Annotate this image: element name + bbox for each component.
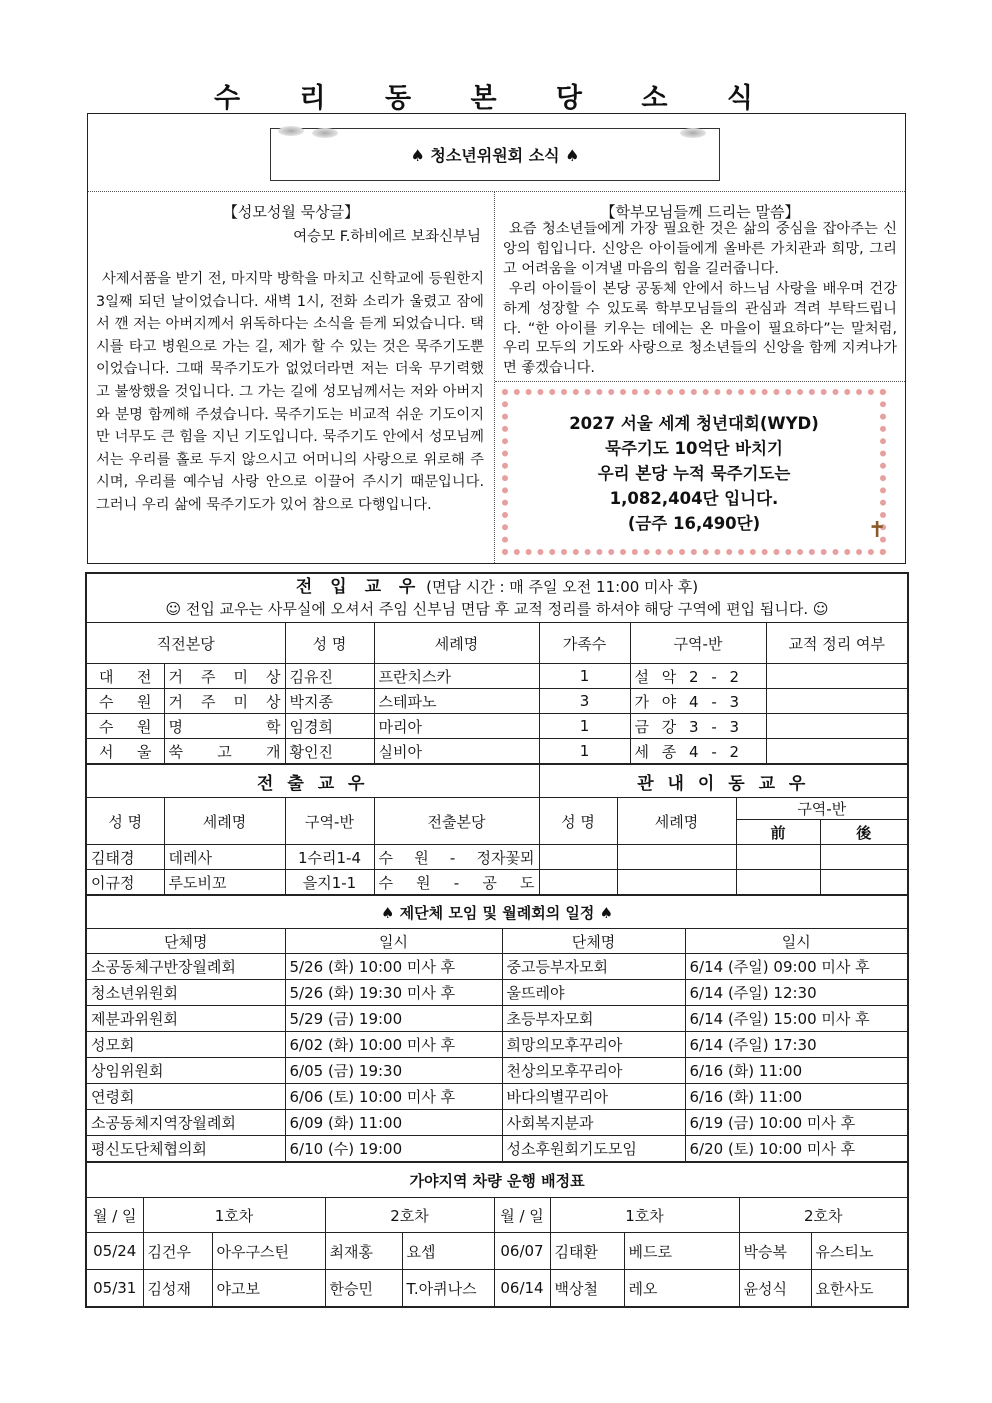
cell: T.아퀴나스 [402, 1270, 494, 1307]
cell: 세 종 4 - 2 [630, 739, 766, 764]
schedule-table [87, 895, 907, 1162]
youth-news-header-text: ♠ 청소년위원회 소식 ♠ [410, 146, 580, 165]
parish-tables [85, 572, 909, 1308]
table-row [87, 739, 907, 764]
wyd-line-5: (금주 16,490단) [627, 514, 761, 533]
cell: 김태환 [550, 1233, 624, 1270]
col-header: 구역-반 [285, 798, 374, 845]
cell: 아우구스틴 [212, 1233, 325, 1270]
cell: 거 주 미 상 [164, 689, 285, 714]
divider [495, 381, 905, 382]
cell: 성모회 [87, 1032, 285, 1058]
cell: 연령회 [87, 1084, 285, 1110]
cell: 명 학 [164, 714, 285, 739]
cell: 5/26 (화) 10:00 미사 후 [285, 954, 502, 980]
table-row [87, 1032, 907, 1058]
decor-blob-icon [312, 128, 338, 138]
col-header: 2호차 [325, 1198, 494, 1233]
wyd-line-3: 우리 본당 누적 묵주기도는 [597, 464, 791, 483]
parents-text-1: 요즘 청소년들에게 가장 필요한 것은 삶의 중심을 잡아주는 신앙의 힘입니다. 신앙은 아이들에게 올바른 가치관과 희망, 그리고 어려움을 이겨낼 마음의 힘을 길러줍니다. [503, 221, 897, 277]
cell: 6/14 (주일) 09:00 미사 후 [685, 954, 907, 980]
cell: 05/24 [87, 1233, 143, 1270]
cell: 제분과위원회 [87, 1006, 285, 1032]
col-header: 월 / 일 [494, 1198, 550, 1233]
cell: 수 원 - 정자꽃뫼 [374, 845, 539, 870]
col-header: 일시 [685, 929, 907, 954]
cell: 소공동체구반장월례회 [87, 954, 285, 980]
decor-blob-icon [278, 126, 304, 136]
cell [736, 845, 820, 870]
col-header: 일시 [285, 929, 502, 954]
cell: 윤성식 [739, 1270, 811, 1307]
col-header: 세례명 [374, 623, 539, 664]
col-header: 1호차 [143, 1198, 325, 1233]
cell [766, 714, 907, 739]
cell: 중고등부자모회 [502, 954, 685, 980]
cell: 사회복지분과 [502, 1110, 685, 1136]
cell: 박지종 [285, 689, 374, 714]
cell: 베드로 [624, 1233, 739, 1270]
col-header: 성 명 [87, 798, 164, 845]
cell: 6/02 (화) 10:00 미사 후 [285, 1032, 502, 1058]
cell [539, 870, 617, 895]
wyd-line-1: 2027 서울 세계 청년대회(WYD) [569, 414, 819, 433]
transfer-out-table [87, 764, 907, 895]
cell: 6/19 (금) 10:00 미사 후 [685, 1110, 907, 1136]
meditation-author: 여승모 F.하비에르 보좌신부님 [293, 229, 481, 245]
cell: 6/09 (화) 11:00 [285, 1110, 502, 1136]
table-row [87, 1136, 907, 1162]
cell: 상임위원회 [87, 1058, 285, 1084]
cell: 쑥 고 개 [164, 739, 285, 764]
col-header: 가족수 [539, 623, 630, 664]
transfer-in-title: 전 입 교 우 [295, 577, 422, 597]
cell: 초등부자모회 [502, 1006, 685, 1032]
cell [766, 664, 907, 689]
crucifix-icon: ✝ [868, 518, 887, 543]
col-header: 前 [736, 820, 820, 845]
col-header: 세례명 [617, 798, 736, 845]
cell: 박승복 [739, 1233, 811, 1270]
cell: 김태경 [87, 845, 164, 870]
cell: 성소후원회기도모임 [502, 1136, 685, 1162]
cell: 최재홍 [325, 1233, 402, 1270]
cell: 5/29 (금) 19:00 [285, 1006, 502, 1032]
cell: 바다의별꾸리아 [502, 1084, 685, 1110]
cell: 데레사 [164, 845, 285, 870]
cell: 김건우 [143, 1233, 212, 1270]
col-header: 월 / 일 [87, 1198, 143, 1233]
table-row [87, 1084, 907, 1110]
cell: 수 원 - 공 도 [374, 870, 539, 895]
transfer-out-title: 전 출 교 우 [87, 765, 539, 798]
cell: 6/10 (수) 19:00 [285, 1136, 502, 1162]
cell: 천상의모후꾸리아 [502, 1058, 685, 1084]
cell: 06/07 [494, 1233, 550, 1270]
cell: 6/20 (토) 10:00 미사 후 [685, 1136, 907, 1162]
cell: 울뜨레야 [502, 980, 685, 1006]
table-row [87, 664, 907, 689]
cell: 6/14 (주일) 15:00 미사 후 [685, 1006, 907, 1032]
col-header: 1호차 [550, 1198, 739, 1233]
cell: 1 [539, 714, 630, 739]
table-row [87, 954, 907, 980]
cell: 평신도단체협의회 [87, 1136, 285, 1162]
cell: 5/26 (화) 19:30 미사 후 [285, 980, 502, 1006]
cell: 06/14 [494, 1270, 550, 1307]
cell: 서 울 [87, 739, 164, 764]
cell: 청소년위원회 [87, 980, 285, 1006]
col-header: 단체명 [502, 929, 685, 954]
cell [820, 870, 907, 895]
cell: 6/16 (화) 11:00 [685, 1084, 907, 1110]
transfer-in-notice: ☺ 전입 교우는 사무실에 오셔서 주임 신부님 면담 후 교적 정리를 하셔야 해당 구역에 편입 됩니다. ☺ [165, 600, 829, 618]
cell: 소공동체지역장월례회 [87, 1110, 285, 1136]
table-row [87, 845, 907, 870]
wyd-line-2: 묵주기도 10억단 바치기 [605, 439, 783, 458]
col-header: 성 명 [285, 623, 374, 664]
cell: 6/16 (화) 11:00 [685, 1058, 907, 1084]
cell: 프란치스카 [374, 664, 539, 689]
cell: 1 [539, 739, 630, 764]
cell: 금 강 3 - 3 [630, 714, 766, 739]
col-header: 2호차 [739, 1198, 907, 1233]
divider [88, 191, 905, 192]
cell: 김성재 [143, 1270, 212, 1307]
vehicle-title: 가야지역 차량 운행 배정표 [87, 1163, 907, 1198]
cell: 거 주 미 상 [164, 664, 285, 689]
transfer-in-table [87, 574, 907, 764]
col-header: 전출본당 [374, 798, 539, 845]
cell [766, 689, 907, 714]
cell: 1수리1-4 [285, 845, 374, 870]
table-row [87, 714, 907, 739]
parents-title: 【학부모님들께 드리는 말씀】 [600, 203, 800, 221]
cell: 황인진 [285, 739, 374, 764]
divider [494, 192, 495, 563]
cell: 루도비꼬 [164, 870, 285, 895]
cell: 05/31 [87, 1270, 143, 1307]
cell: 을지1-1 [285, 870, 374, 895]
cell: 수 원 [87, 689, 164, 714]
meditation-title: 【성모성월 묵상글】 [222, 203, 360, 221]
cell: 이규정 [87, 870, 164, 895]
cell: 3 [539, 689, 630, 714]
cell: 6/14 (주일) 17:30 [685, 1032, 907, 1058]
table-row [87, 870, 907, 895]
wyd-line-4: 1,082,404단 입니다. [609, 489, 779, 508]
cell [736, 870, 820, 895]
parents-text-2: 우리 아이들이 본당 공동체 안에서 하느님 사랑을 배우며 건강하게 성장할 수 있도록 학부모님들의 관심과 격려 부탁드립니다. “한 아이를 키우는 데에는 온 마을이 필요하다”는 말처럼, 우리 모두의 기도와 사랑으로 청소년들의 신앙을 함께 지켜나가면 좋겠습니다. [503, 281, 897, 377]
cell: 설 악 2 - 2 [630, 664, 766, 689]
col-header: 後 [820, 820, 907, 845]
cell: 수 원 [87, 714, 164, 739]
cell: 희망의모후꾸리아 [502, 1032, 685, 1058]
table-row [87, 1270, 907, 1307]
col-header: 세례명 [164, 798, 285, 845]
cell: 6/05 (금) 19:30 [285, 1058, 502, 1084]
cell: 마리아 [374, 714, 539, 739]
table-row [87, 980, 907, 1006]
cell: 한승민 [325, 1270, 402, 1307]
table-row [87, 1058, 907, 1084]
cell [617, 870, 736, 895]
cell: 스테파노 [374, 689, 539, 714]
page-title: 수 리 동 본 당 소 식 [214, 83, 778, 114]
col-header: 교적 정리 여부 [766, 623, 907, 664]
cell: 대 전 [87, 664, 164, 689]
wyd-rosary-box [502, 389, 886, 555]
col-header: 구역-반 [630, 623, 766, 664]
cell: 6/14 (주일) 12:30 [685, 980, 907, 1006]
cell: 가 야 4 - 3 [630, 689, 766, 714]
cell [539, 845, 617, 870]
cell: 유스티노 [811, 1233, 907, 1270]
cell: 1 [539, 664, 630, 689]
cell: 요한사도 [811, 1270, 907, 1307]
meditation-text: 사제서품을 받기 전, 마지막 방학을 마치고 신학교에 등원한지 3일째 되던 날이었습니다. 새벽 1시, 전화 소리가 울렸고 잠에서 깬 저는 아버지께서 위독하다는 소식을 듣게 되었습니다. 택시를 타고 병원으로 가는 길, 제가 할 수 있는 것은 묵주기도뿐이었습니다. 그때 묵주기도가 없었더라면 저는 더욱 무기력했고 불쌍했을 것입니다. 그 가는 길에 성모님께서는 저와 아버지와 분명 함께해 주셨습니다. 묵주기도는 비교적 쉬운 기도이지만 너무도 큰 힘을 지닌 기도입니다. 묵주기도 안에서 성모님께서는 우리를 홀로 두지 않으시고 어머니의 사랑으로 위로해 주시며, 우리를 예수님 사랑 안으로 이끌어 주시기 때문입니다. 그러니 우리 삶에 묵주기도가 있어 참으로 다행입니다. [96, 271, 484, 513]
cell: 김유진 [285, 664, 374, 689]
internal-move-title: 관 내 이 동 교 우 [539, 765, 907, 798]
cell: 6/06 (토) 10:00 미사 후 [285, 1084, 502, 1110]
cell: 야고보 [212, 1270, 325, 1307]
col-header: 구역-반 [736, 798, 907, 820]
cell: 임경희 [285, 714, 374, 739]
col-header: 직전본당 [87, 623, 285, 664]
cell: 요셉 [402, 1233, 494, 1270]
cell [766, 739, 907, 764]
cell: 실비아 [374, 739, 539, 764]
table-row [87, 689, 907, 714]
col-header: 단체명 [87, 929, 285, 954]
cell: 레오 [624, 1270, 739, 1307]
cell [820, 845, 907, 870]
table-row [87, 1006, 907, 1032]
youth-news-header [270, 128, 720, 181]
col-header: 성 명 [539, 798, 617, 845]
table-row [87, 1233, 907, 1270]
cell [617, 845, 736, 870]
schedule-title: ♠ 제단체 모임 및 월례회의 일정 ♠ [87, 896, 907, 929]
table-row [87, 1110, 907, 1136]
transfer-in-heading [87, 574, 907, 623]
transfer-in-title-note: (면담 시간 : 매 주일 오전 11:00 미사 후) [421, 578, 699, 596]
cell: 백상철 [550, 1270, 624, 1307]
decor-blob-icon [680, 128, 706, 138]
vehicle-table [87, 1162, 907, 1306]
